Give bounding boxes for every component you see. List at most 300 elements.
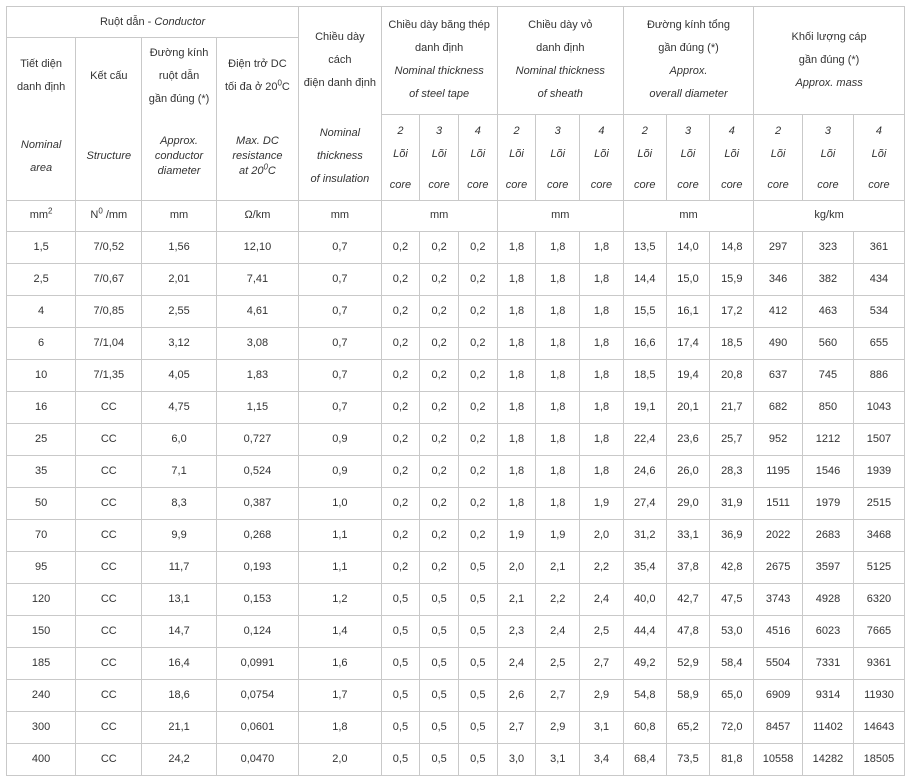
diameter-cell: 1,56 bbox=[142, 231, 216, 263]
insulation-cell: 0,7 bbox=[299, 295, 381, 327]
tape-2-cell: 0,5 bbox=[381, 679, 420, 711]
tape-4-cell: 0,5 bbox=[458, 743, 497, 775]
tape-3-cell: 0,5 bbox=[420, 679, 459, 711]
od-2-cell: 54,8 bbox=[623, 679, 666, 711]
od-2-cell: 18,5 bbox=[623, 359, 666, 391]
table-row bbox=[7, 487, 905, 519]
mass-2-cell: 10558 bbox=[754, 743, 803, 775]
conductor-group-header bbox=[7, 7, 299, 38]
insulation-vi-line1: Chiều dày bbox=[315, 31, 365, 43]
diameter-vi-line3: gần đúng (*) bbox=[148, 92, 210, 105]
diameter-header-vi bbox=[142, 38, 216, 115]
mass-3-cell: 463 bbox=[803, 295, 854, 327]
od-4-cell: 42,8 bbox=[710, 551, 754, 583]
sheath-4-cell: 1,8 bbox=[580, 263, 624, 295]
resistance-unit: Ω/km bbox=[216, 200, 298, 231]
mass-unit: kg/km bbox=[754, 200, 905, 231]
mass-3-cell: 850 bbox=[803, 391, 854, 423]
od-core-4-en: core bbox=[710, 172, 754, 201]
overall-diameter-en-line2: overall diameter bbox=[649, 88, 728, 101]
sheath-4-cell: 2,2 bbox=[580, 551, 624, 583]
loi-label: Lõi bbox=[470, 148, 486, 160]
sheath-2-cell: 1,8 bbox=[497, 391, 536, 423]
od-2-cell: 27,4 bbox=[623, 487, 666, 519]
area-cell: 6 bbox=[7, 327, 76, 359]
od-2-cell: 14,4 bbox=[623, 263, 666, 295]
mass-2-cell: 412 bbox=[754, 295, 803, 327]
mass-3-cell: 2683 bbox=[803, 519, 854, 551]
area-cell: 25 bbox=[7, 423, 76, 455]
insulation-en-line1: Nominal bbox=[319, 127, 361, 140]
sheath-2-cell: 1,8 bbox=[497, 423, 536, 455]
mass-4-cell: 534 bbox=[853, 295, 904, 327]
mass-2-cell: 682 bbox=[754, 391, 803, 423]
mass-core-3 bbox=[803, 114, 854, 172]
mass-core-2-en: core bbox=[754, 172, 803, 201]
sheath-4-cell: 1,9 bbox=[580, 487, 624, 519]
table-row bbox=[7, 391, 905, 423]
tape-2-cell: 0,2 bbox=[381, 295, 420, 327]
tape-3-cell: 0,2 bbox=[420, 327, 459, 359]
table-row bbox=[7, 711, 905, 743]
resistance-cell: 0,268 bbox=[216, 519, 298, 551]
structure-cell: CC bbox=[76, 679, 142, 711]
structure-cell: CC bbox=[76, 647, 142, 679]
sheath-core-2 bbox=[497, 114, 536, 172]
sheath-3-cell: 1,8 bbox=[536, 295, 580, 327]
od-3-cell: 20,1 bbox=[666, 391, 710, 423]
sheath-4-cell: 1,8 bbox=[580, 455, 624, 487]
od-2-cell: 19,1 bbox=[623, 391, 666, 423]
diameter-cell: 21,1 bbox=[142, 711, 216, 743]
diameter-cell: 11,7 bbox=[142, 551, 216, 583]
tape-4-cell: 0,5 bbox=[458, 711, 497, 743]
od-3-cell: 33,1 bbox=[666, 519, 710, 551]
od-3-cell: 16,1 bbox=[666, 295, 710, 327]
tape-3-cell: 0,2 bbox=[420, 295, 459, 327]
od-core-3 bbox=[666, 114, 710, 172]
resistance-en-line2: resistance bbox=[232, 150, 283, 163]
core-count: 4 bbox=[875, 125, 883, 137]
mass-4-cell: 434 bbox=[853, 263, 904, 295]
od-4-cell: 31,9 bbox=[710, 487, 754, 519]
tape-4-cell: 0,5 bbox=[458, 647, 497, 679]
structure-cell: 7/0,67 bbox=[76, 263, 142, 295]
od-3-cell: 15,0 bbox=[666, 263, 710, 295]
sheath-3-cell: 1,8 bbox=[536, 359, 580, 391]
sheath-2-cell: 2,7 bbox=[497, 711, 536, 743]
sheath-4-cell: 3,1 bbox=[580, 711, 624, 743]
mass-3-cell: 4928 bbox=[803, 583, 854, 615]
tape-4-cell: 0,5 bbox=[458, 615, 497, 647]
units-row bbox=[7, 200, 905, 231]
insulation-header-en bbox=[299, 114, 381, 200]
tape-3-cell: 0,2 bbox=[420, 519, 459, 551]
structure-cell: CC bbox=[76, 743, 142, 775]
table-row bbox=[7, 743, 905, 775]
sheath-core-4-en: core bbox=[580, 172, 624, 201]
resistance-cell: 0,0754 bbox=[216, 679, 298, 711]
tape-4-cell: 0,2 bbox=[458, 231, 497, 263]
mass-2-cell: 3743 bbox=[754, 583, 803, 615]
steel-tape-en-line1: Nominal thickness bbox=[394, 65, 484, 78]
area-cell: 4 bbox=[7, 295, 76, 327]
tape-2-cell: 0,2 bbox=[381, 327, 420, 359]
sheath-4-cell: 1,8 bbox=[580, 391, 624, 423]
tape-3-cell: 0,2 bbox=[420, 551, 459, 583]
od-2-cell: 22,4 bbox=[623, 423, 666, 455]
mass-2-cell: 6909 bbox=[754, 679, 803, 711]
insulation-cell: 1,1 bbox=[299, 551, 381, 583]
insulation-cell: 0,7 bbox=[299, 263, 381, 295]
core-count: 4 bbox=[728, 125, 735, 137]
area-cell: 185 bbox=[7, 647, 76, 679]
sheath-3-cell: 1,8 bbox=[536, 487, 580, 519]
resistance-cell: 4,61 bbox=[216, 295, 298, 327]
resistance-cell: 1,83 bbox=[216, 359, 298, 391]
table-row bbox=[7, 263, 905, 295]
tape-2-cell: 0,5 bbox=[381, 615, 420, 647]
tape-4-cell: 0,2 bbox=[458, 327, 497, 359]
od-4-cell: 21,7 bbox=[710, 391, 754, 423]
insulation-cell: 1,0 bbox=[299, 487, 381, 519]
mass-3-cell: 14282 bbox=[803, 743, 854, 775]
diameter-header-en bbox=[142, 114, 216, 200]
od-4-cell: 17,2 bbox=[710, 295, 754, 327]
area-vi-line1: Tiết diện bbox=[20, 58, 62, 70]
area-cell: 16 bbox=[7, 391, 76, 423]
area-cell: 240 bbox=[7, 679, 76, 711]
table-row bbox=[7, 231, 905, 263]
overall-diameter-vi-line1: Đường kính tổng bbox=[646, 19, 731, 32]
tape-4-cell: 0,2 bbox=[458, 295, 497, 327]
mass-4-cell: 655 bbox=[853, 327, 904, 359]
structure-unit-sup: 0 bbox=[98, 206, 103, 216]
table-row bbox=[7, 327, 905, 359]
insulation-cell: 0,9 bbox=[299, 423, 381, 455]
sheath-3-cell: 1,9 bbox=[536, 519, 580, 551]
overall-diameter-header bbox=[623, 7, 753, 115]
od-4-cell: 20,8 bbox=[710, 359, 754, 391]
tape-2-cell: 0,2 bbox=[381, 455, 420, 487]
mass-3-cell: 1979 bbox=[803, 487, 854, 519]
tape-2-cell: 0,2 bbox=[381, 519, 420, 551]
resistance-vi-line2: tối đa ở 20 bbox=[224, 81, 278, 93]
sheath-2-cell: 2,0 bbox=[497, 551, 536, 583]
resistance-vi-c: C bbox=[281, 81, 290, 93]
sheath-unit: mm bbox=[497, 200, 623, 231]
mass-core-3-en: core bbox=[803, 172, 854, 201]
insulation-cell: 0,7 bbox=[299, 231, 381, 263]
tape-3-cell: 0,5 bbox=[420, 615, 459, 647]
insulation-cell: 1,7 bbox=[299, 679, 381, 711]
sheath-4-cell: 2,0 bbox=[580, 519, 624, 551]
diameter-en-line3: diameter bbox=[157, 165, 201, 178]
resistance-cell: 0,0601 bbox=[216, 711, 298, 743]
diameter-cell: 7,1 bbox=[142, 455, 216, 487]
diameter-cell: 8,3 bbox=[142, 487, 216, 519]
sheath-3-cell: 2,2 bbox=[536, 583, 580, 615]
sheath-4-cell: 1,8 bbox=[580, 231, 624, 263]
od-4-cell: 18,5 bbox=[710, 327, 754, 359]
mass-3-cell: 1212 bbox=[803, 423, 854, 455]
od-4-cell: 36,9 bbox=[710, 519, 754, 551]
sheath-4-cell: 1,8 bbox=[580, 295, 624, 327]
sheath-2-cell: 3,0 bbox=[497, 743, 536, 775]
od-2-cell: 40,0 bbox=[623, 583, 666, 615]
tape-4-cell: 0,5 bbox=[458, 583, 497, 615]
loi-label: Lõi bbox=[820, 148, 836, 160]
core-count: 2 bbox=[775, 125, 782, 137]
od-2-cell: 16,6 bbox=[623, 327, 666, 359]
core-count: 4 bbox=[598, 125, 605, 137]
overall-diameter-en-line1: Approx. bbox=[669, 65, 708, 78]
tape-2-cell: 0,2 bbox=[381, 263, 420, 295]
area-unit-base: mm bbox=[29, 209, 49, 221]
sheath-4-cell: 2,7 bbox=[580, 647, 624, 679]
structure-header-en: Structure bbox=[76, 114, 142, 200]
mass-3-cell: 382 bbox=[803, 263, 854, 295]
steel-tape-vi-line1: Chiều dày băng thép bbox=[388, 19, 490, 32]
od-4-cell: 72,0 bbox=[710, 711, 754, 743]
tape-3-cell: 0,5 bbox=[420, 647, 459, 679]
sheath-3-cell: 2,4 bbox=[536, 615, 580, 647]
overall-diameter-vi-line2: gần đúng (*) bbox=[658, 42, 719, 55]
mass-2-cell: 346 bbox=[754, 263, 803, 295]
structure-unit bbox=[76, 200, 142, 231]
tape-4-cell: 0,2 bbox=[458, 519, 497, 551]
loi-label: Lõi bbox=[770, 148, 786, 160]
od-3-cell: 19,4 bbox=[666, 359, 710, 391]
area-unit bbox=[7, 200, 76, 231]
od-3-cell: 47,8 bbox=[666, 615, 710, 647]
area-cell: 150 bbox=[7, 615, 76, 647]
mass-en-line: Approx. mass bbox=[795, 76, 863, 89]
diameter-cell: 18,6 bbox=[142, 679, 216, 711]
sheath-2-cell: 1,8 bbox=[497, 327, 536, 359]
mass-2-cell: 2022 bbox=[754, 519, 803, 551]
tape-2-cell: 0,5 bbox=[381, 583, 420, 615]
structure-cell: 7/0,85 bbox=[76, 295, 142, 327]
tape-core-2-en: core bbox=[381, 172, 420, 201]
mass-4-cell: 18505 bbox=[853, 743, 904, 775]
sheath-core-2-en: core bbox=[497, 172, 536, 201]
diameter-cell: 9,9 bbox=[142, 519, 216, 551]
loi-label: Lõi bbox=[393, 148, 408, 160]
steel-tape-unit: mm bbox=[381, 200, 497, 231]
insulation-cell: 1,4 bbox=[299, 615, 381, 647]
area-cell: 95 bbox=[7, 551, 76, 583]
loi-label: Lõi bbox=[680, 148, 696, 160]
od-2-cell: 35,4 bbox=[623, 551, 666, 583]
tape-2-cell: 0,5 bbox=[381, 711, 420, 743]
cable-spec-table bbox=[6, 6, 905, 776]
area-cell: 300 bbox=[7, 711, 76, 743]
insulation-unit: mm bbox=[299, 200, 381, 231]
area-vi-line2: danh định bbox=[16, 81, 66, 93]
area-header-en bbox=[7, 114, 76, 200]
sheath-3-cell: 1,8 bbox=[536, 327, 580, 359]
tape-4-cell: 0,2 bbox=[458, 487, 497, 519]
od-2-cell: 24,6 bbox=[623, 455, 666, 487]
loi-label: Lõi bbox=[431, 148, 447, 160]
mass-4-cell: 6320 bbox=[853, 583, 904, 615]
resistance-en-line3: at 20 bbox=[238, 165, 264, 178]
area-header-vi bbox=[7, 38, 76, 115]
resistance-cell: 7,41 bbox=[216, 263, 298, 295]
mass-3-cell: 9314 bbox=[803, 679, 854, 711]
diameter-en-line2: conductor bbox=[154, 150, 204, 163]
sheath-2-cell: 1,8 bbox=[497, 487, 536, 519]
core-count: 3 bbox=[436, 125, 443, 137]
insulation-vi-line2: cách bbox=[328, 54, 352, 66]
sheath-4-cell: 3,4 bbox=[580, 743, 624, 775]
resistance-cell: 1,15 bbox=[216, 391, 298, 423]
structure-cell: 7/1,04 bbox=[76, 327, 142, 359]
mass-3-cell: 11402 bbox=[803, 711, 854, 743]
sheath-2-cell: 1,8 bbox=[497, 295, 536, 327]
sheath-3-cell: 1,8 bbox=[536, 231, 580, 263]
mass-3-cell: 6023 bbox=[803, 615, 854, 647]
core-count: 2 bbox=[513, 125, 520, 137]
structure-cell: CC bbox=[76, 391, 142, 423]
od-4-cell: 14,8 bbox=[710, 231, 754, 263]
sheath-2-cell: 1,8 bbox=[497, 263, 536, 295]
resistance-cell: 0,124 bbox=[216, 615, 298, 647]
sheath-3-cell: 1,8 bbox=[536, 391, 580, 423]
mass-4-cell: 7665 bbox=[853, 615, 904, 647]
od-core-2 bbox=[623, 114, 666, 172]
od-2-cell: 15,5 bbox=[623, 295, 666, 327]
sheath-4-cell: 2,4 bbox=[580, 583, 624, 615]
mass-4-cell: 5125 bbox=[853, 551, 904, 583]
table-row bbox=[7, 455, 905, 487]
od-core-2-en: core bbox=[623, 172, 666, 201]
tape-core-2 bbox=[381, 114, 420, 172]
sheath-2-cell: 1,8 bbox=[497, 455, 536, 487]
resistance-cell: 0,193 bbox=[216, 551, 298, 583]
table-row bbox=[7, 647, 905, 679]
diameter-vi-line2: ruột dẫn bbox=[158, 69, 200, 82]
header-row-3 bbox=[7, 114, 905, 172]
core-count: 4 bbox=[474, 125, 481, 137]
sheath-4-cell: 2,5 bbox=[580, 615, 624, 647]
od-2-cell: 68,4 bbox=[623, 743, 666, 775]
sheath-3-cell: 3,1 bbox=[536, 743, 580, 775]
tape-4-cell: 0,5 bbox=[458, 551, 497, 583]
insulation-cell: 0,7 bbox=[299, 359, 381, 391]
tape-3-cell: 0,2 bbox=[420, 423, 459, 455]
area-cell: 120 bbox=[7, 583, 76, 615]
area-cell: 35 bbox=[7, 455, 76, 487]
structure-cell: 7/0,52 bbox=[76, 231, 142, 263]
od-3-cell: 17,4 bbox=[666, 327, 710, 359]
sheath-3-cell: 2,9 bbox=[536, 711, 580, 743]
od-4-cell: 53,0 bbox=[710, 615, 754, 647]
structure-header-vi: Kết cấu bbox=[76, 38, 142, 115]
insulation-cell: 1,8 bbox=[299, 711, 381, 743]
diameter-cell: 13,1 bbox=[142, 583, 216, 615]
structure-cell: CC bbox=[76, 455, 142, 487]
resistance-vi-sup: 0 bbox=[277, 78, 282, 88]
conductor-label-en: Conductor bbox=[154, 15, 206, 28]
insulation-header-vi bbox=[299, 7, 381, 115]
table-row bbox=[7, 551, 905, 583]
od-2-cell: 60,8 bbox=[623, 711, 666, 743]
mass-2-cell: 2675 bbox=[754, 551, 803, 583]
sheath-core-3 bbox=[536, 114, 580, 172]
tape-core-4-en: core bbox=[458, 172, 497, 201]
sheath-2-cell: 2,3 bbox=[497, 615, 536, 647]
od-2-cell: 49,2 bbox=[623, 647, 666, 679]
area-cell: 2,5 bbox=[7, 263, 76, 295]
sheath-3-cell: 2,7 bbox=[536, 679, 580, 711]
mass-3-cell: 745 bbox=[803, 359, 854, 391]
mass-3-cell: 3597 bbox=[803, 551, 854, 583]
od-4-cell: 81,8 bbox=[710, 743, 754, 775]
sheath-2-cell: 2,4 bbox=[497, 647, 536, 679]
structure-cell: CC bbox=[76, 711, 142, 743]
structure-cell: CC bbox=[76, 583, 142, 615]
sheath-2-cell: 1,8 bbox=[497, 359, 536, 391]
od-4-cell: 15,9 bbox=[710, 263, 754, 295]
tape-2-cell: 0,5 bbox=[381, 647, 420, 679]
insulation-cell: 0,7 bbox=[299, 327, 381, 359]
area-en-line1: Nominal bbox=[20, 138, 62, 151]
tape-2-cell: 0,2 bbox=[381, 551, 420, 583]
resistance-cell: 0,387 bbox=[216, 487, 298, 519]
od-4-cell: 65,0 bbox=[710, 679, 754, 711]
area-cell: 70 bbox=[7, 519, 76, 551]
area-cell: 50 bbox=[7, 487, 76, 519]
tape-3-cell: 0,2 bbox=[420, 487, 459, 519]
resistance-cell: 0,153 bbox=[216, 583, 298, 615]
mass-2-cell: 1195 bbox=[754, 455, 803, 487]
table-row bbox=[7, 295, 905, 327]
tape-core-3-en: core bbox=[420, 172, 459, 201]
od-3-cell: 58,9 bbox=[666, 679, 710, 711]
tape-3-cell: 0,2 bbox=[420, 359, 459, 391]
insulation-vi-line3: điện danh định bbox=[303, 77, 376, 89]
structure-cell: CC bbox=[76, 487, 142, 519]
tape-core-4 bbox=[458, 114, 497, 172]
structure-cell: CC bbox=[76, 615, 142, 647]
od-4-cell: 47,5 bbox=[710, 583, 754, 615]
sheath-core-3-en: core bbox=[536, 172, 580, 201]
sheath-2-cell: 1,9 bbox=[497, 519, 536, 551]
table-row bbox=[7, 423, 905, 455]
tape-4-cell: 0,2 bbox=[458, 359, 497, 391]
core-count: 2 bbox=[641, 125, 648, 137]
mass-header bbox=[754, 7, 905, 115]
resistance-cell: 0,524 bbox=[216, 455, 298, 487]
od-2-cell: 44,4 bbox=[623, 615, 666, 647]
resistance-en-line1: Max. DC bbox=[236, 135, 279, 148]
diameter-cell: 24,2 bbox=[142, 743, 216, 775]
od-3-cell: 73,5 bbox=[666, 743, 710, 775]
sheath-core-4 bbox=[580, 114, 624, 172]
od-3-cell: 52,9 bbox=[666, 647, 710, 679]
tape-3-cell: 0,5 bbox=[420, 583, 459, 615]
mass-core-4 bbox=[853, 114, 904, 172]
od-4-cell: 25,7 bbox=[710, 423, 754, 455]
sheath-3-cell: 1,8 bbox=[536, 263, 580, 295]
area-unit-sup: 2 bbox=[48, 206, 53, 216]
mass-2-cell: 952 bbox=[754, 423, 803, 455]
core-count: 3 bbox=[824, 125, 832, 137]
insulation-cell: 1,1 bbox=[299, 519, 381, 551]
mass-3-cell: 560 bbox=[803, 327, 854, 359]
